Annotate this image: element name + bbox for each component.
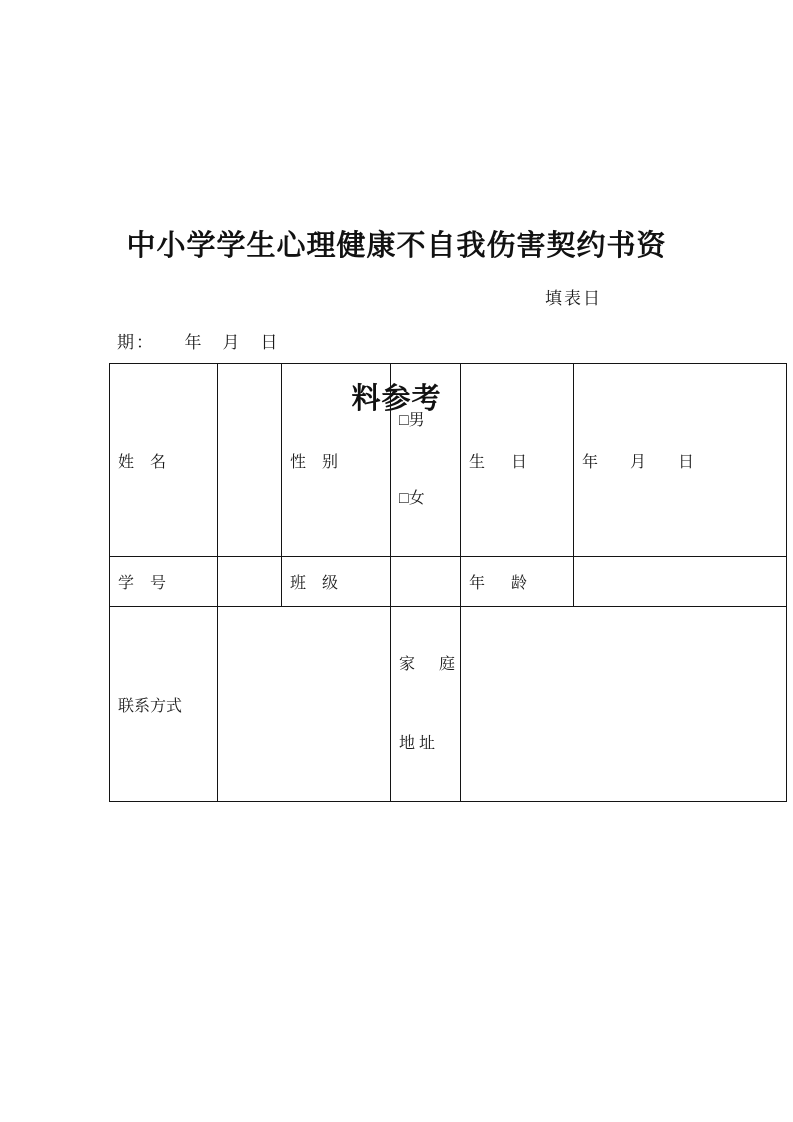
student-info-table — [109, 363, 787, 802]
contact-label-cell: 联系方式 — [110, 607, 218, 802]
document-title-line2: 料参考 — [351, 383, 442, 415]
table-row — [110, 607, 787, 802]
birthday-value-cell[interactable]: 年 月 日 — [574, 364, 787, 557]
student-id-value-cell[interactable] — [218, 557, 282, 607]
address-label-line1: 家 庭 — [399, 656, 460, 673]
fill-date-label-fragment: 填表日 — [545, 289, 602, 308]
table-row — [110, 364, 787, 557]
contact-value-cell[interactable] — [218, 607, 391, 802]
gender-option-female-checkbox[interactable]: □女 — [399, 490, 425, 507]
name-label-cell: 姓 名 — [110, 364, 218, 557]
address-value-cell[interactable] — [461, 607, 787, 802]
gender-label-cell: 性 别 — [282, 364, 391, 557]
name-value-cell[interactable] — [218, 364, 282, 557]
address-label-cell — [391, 607, 461, 802]
birthday-label-cell: 生 日 — [461, 364, 574, 557]
age-value-cell[interactable] — [574, 557, 787, 607]
class-label-cell: 班 级 — [282, 557, 391, 607]
gender-option-male-checkbox[interactable]: □男 — [399, 412, 425, 429]
gender-options-cell — [391, 364, 461, 557]
address-label-line2: 地址 — [399, 735, 440, 752]
class-value-cell[interactable] — [391, 557, 461, 607]
fill-date-line: 期： 年 月 日 — [117, 333, 280, 352]
table-row — [110, 557, 787, 607]
student-id-label-cell: 学 号 — [110, 557, 218, 607]
age-label-cell: 年 龄 — [461, 557, 574, 607]
document-title-line1: 中小学学生心理健康不自我伤害契约书资 — [126, 230, 667, 262]
